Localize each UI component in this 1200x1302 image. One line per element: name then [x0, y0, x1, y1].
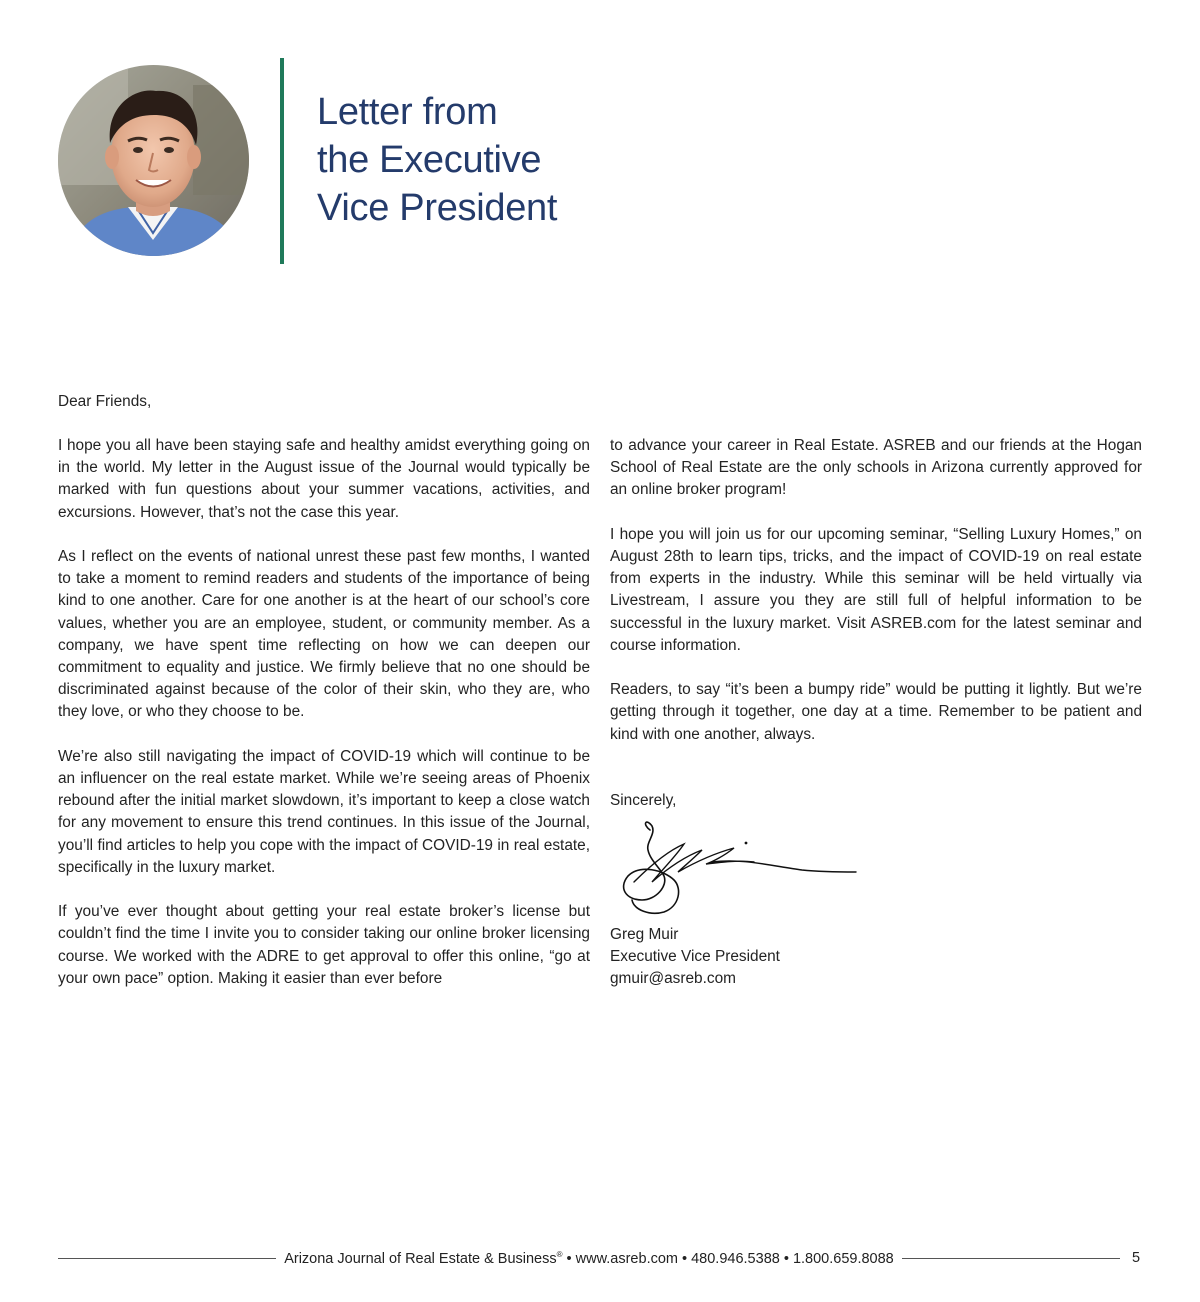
signer-title: Executive Vice President	[610, 948, 780, 966]
paragraph: If you’ve ever thought about getting your real estate broker’s license but couldn’t find the time I invite you to consider taking our online broker licensing course. We worked with the ADRE to get approval to offer this online, “go at your own pace” option. Making it easier than ever before	[58, 903, 590, 987]
footer-contact: • www.asreb.com • 480.946.5388 • 1.800.659.8088	[562, 1250, 894, 1267]
paragraph: Readers, to say “it’s been a bumpy ride” would be putting it lightly. But we’re getting through it together, one day at a time. Remember to be patient and kind with one another, always.	[610, 681, 1142, 743]
signer-name: Greg Muir	[610, 926, 679, 943]
paragraph: I hope you will join us for our upcoming seminar, “Selling Luxury Homes,” on August 28th to learn tips, tricks, and the impact of COVID-19 on real estate from experts in the industry. While this seminar will be held virtually via Livestream, I assure you they are still full of helpful information to be successful in the luxury market. Visit ASREB.com for the latest seminar and course information.	[610, 525, 1142, 654]
author-portrait	[58, 65, 249, 256]
paragraph: I hope you all have been staying safe and healthy amidst everything going on in the world. My letter in the August issue of the Journal would typically be marked with fun questions about your summer vacations, activities, and excursions. However, that’s not the case this year.	[58, 437, 590, 521]
title-line-3: Vice President	[317, 187, 558, 229]
page-footer	[58, 1247, 1140, 1269]
page-number: 5	[1131, 1250, 1141, 1266]
footer-publication: Arizona Journal of Real Estate & Business	[284, 1250, 557, 1267]
footer-registered-mark: ®	[556, 1249, 563, 1259]
letter-column-left	[58, 435, 590, 1012]
signature-block	[610, 924, 780, 991]
footer-info	[284, 1250, 894, 1267]
handwritten-signature	[612, 820, 862, 920]
letter-greeting: Dear Friends,	[58, 393, 152, 410]
footer-rule-left	[58, 1258, 276, 1259]
paragraph: We’re also still navigating the impact of COVID-19 which will continue to be an influencer on the real estate market. While we’re seeing areas of Phoenix rebound after the initial market slowdown, it’s important to keep a close watch for any movement to ensure this trend continues. In this issue of the Journal, you’ll find articles to help you cope with the impact of COVID-19 in real estate, specifically in the luxury market.	[58, 747, 590, 876]
paragraph: As I reflect on the events of national unrest these past few months, I wanted to take a moment to remind readers and students of the importance of being kind to one another. Care for one another is at the heart of our school’s core values, whether you are an employee, student, or community member. As a company, we have spent time reflecting on how we can deepen our commitment to equality and justice. We firmly believe that no one should be discriminated against because of the color of their skin, who they are, who they love, or who they choose to be.	[58, 548, 590, 721]
title-line-1: Letter from	[317, 91, 498, 133]
footer-rule-right	[902, 1258, 1120, 1259]
letter-closing: Sincerely,	[610, 792, 677, 809]
page-title	[317, 88, 557, 232]
header-accent-rule	[280, 58, 284, 264]
paragraph: to advance your career in Real Estate. ASREB and our friends at the Hogan School of Real Estate are the only schools in Arizona currently approved for an online broker program!	[610, 437, 1142, 499]
author-portrait-illustration	[58, 65, 249, 256]
signer-email: gmuir@asreb.com	[610, 970, 736, 988]
title-line-2: the Executive	[317, 139, 542, 181]
letter-column-right	[610, 435, 1142, 768]
